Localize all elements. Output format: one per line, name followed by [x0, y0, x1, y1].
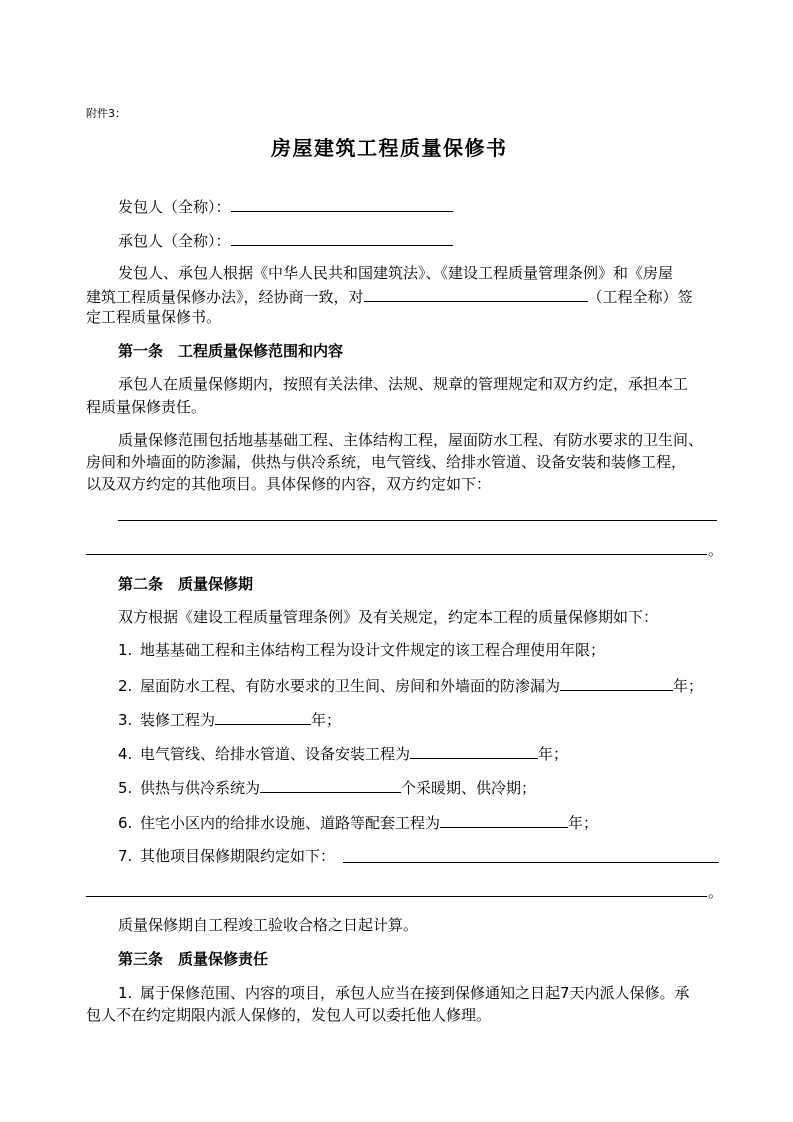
intro-line-3: 定工程质量保修书。	[86, 308, 222, 326]
article-3-heading: 第三条 质量保修责任	[118, 950, 269, 968]
article-1-fill-line-1[interactable]	[118, 520, 717, 521]
warranty-item-7	[118, 846, 335, 866]
item-text: 其他项目保修期限约定如下：	[140, 847, 336, 865]
article-3-p1-line-2: 包人不在约定期限内派人保修的，发包人可以委托他人修理。	[86, 1006, 492, 1024]
item-number: 7.	[118, 847, 133, 865]
item-suffix: 年；	[311, 711, 342, 729]
intro-line-2-pre: 建筑工程质量保修办法》，经协商一致，对	[86, 288, 364, 306]
article-2-other-blank[interactable]	[343, 862, 719, 863]
item-text: 属于保修范围、内容的项目，承包人应当在接到保修通知之日起7天内派人保修。承	[140, 984, 690, 1002]
item-text: 住宅小区内的给排水设施、道路等配套工程为	[140, 814, 441, 832]
item-text: 电气管线、给排水管道、设备安装工程为	[140, 745, 411, 763]
warranty-item-4	[118, 743, 568, 764]
years-blank[interactable]	[440, 812, 568, 828]
document-title: 房屋建筑工程质量保修书	[271, 136, 508, 160]
article-1-end-mark: 。	[708, 541, 724, 559]
article-1-p2-line-1: 质量保修范围包括地基基础工程、主体结构工程，屋面防水工程、有防水要求的卫生间、	[118, 431, 704, 449]
item-suffix: 年；	[568, 814, 599, 832]
party-a-line	[118, 196, 453, 217]
intro-line-1: 发包人、承包人根据《中华人民共和国建筑法》、《建设工程质量管理条例》和《房屋	[118, 264, 674, 282]
periods-blank[interactable]	[260, 777, 401, 793]
item-suffix: 年；	[538, 745, 569, 763]
party-a-label: 发包人（全称）：	[118, 198, 231, 216]
article-1-p1-line-2: 程质量保修责任。	[86, 398, 207, 416]
warranty-item-6	[118, 812, 598, 833]
intro-line-2	[86, 286, 693, 307]
item-number: 2.	[118, 677, 133, 695]
article-1-heading: 第一条 工程质量保修范围和内容	[118, 342, 344, 360]
item-text: 屋面防水工程、有防水要求的卫生间、房间和外墙面的防渗漏为	[140, 677, 561, 695]
article-2-end-mark: 。	[708, 883, 724, 901]
party-b-line	[118, 230, 453, 251]
warranty-item-3	[118, 709, 341, 730]
party-b-label: 承包人（全称）：	[118, 232, 231, 250]
article-1-fill-line-2[interactable]	[86, 554, 707, 555]
warranty-item-2	[118, 675, 703, 696]
item-text: 供热与供冷系统为	[140, 779, 261, 797]
intro-line-2-post: （工程全称）签	[587, 288, 693, 306]
item-number: 4.	[118, 745, 133, 763]
item-number: 3.	[118, 711, 133, 729]
item-number: 5.	[118, 779, 133, 797]
item-text: 地基基础工程和主体结构工程为设计文件规定的该工程合理使用年限；	[140, 641, 606, 659]
article-1-p2-line-3: 以及双方约定的其他项目。具体保修的内容，双方约定如下：	[86, 475, 492, 493]
item-suffix: 年；	[673, 677, 704, 695]
item-suffix: 个采暖期、供冷期；	[401, 779, 537, 797]
warranty-item-5	[118, 777, 536, 798]
article-2-fill-line[interactable]	[86, 896, 707, 897]
attachment-label: 附件3：	[86, 107, 126, 120]
years-blank[interactable]	[215, 709, 311, 725]
article-2-closing: 质量保修期自工程竣工验收合格之日起计算。	[118, 916, 419, 934]
item-number: 6.	[118, 814, 133, 832]
article-2-intro: 双方根据《建设工程质量管理条例》及有关规定，约定本工程的质量保修期如下：	[118, 608, 659, 626]
years-blank[interactable]	[560, 675, 673, 691]
article-1-p1-line-1: 承包人在质量保修期内，按照有关法律、法规、规章的管理规定和双方约定，承担本工	[118, 375, 689, 393]
article-3-p1-line-1	[118, 983, 690, 1003]
party-b-blank[interactable]	[231, 230, 453, 246]
party-a-blank[interactable]	[231, 196, 453, 212]
item-text: 装修工程为	[140, 711, 216, 729]
article-2-heading: 第二条 质量保修期	[118, 575, 254, 593]
warranty-item-1	[118, 640, 605, 660]
project-name-blank[interactable]	[364, 286, 588, 302]
years-blank[interactable]	[410, 743, 538, 759]
item-number: 1.	[118, 641, 133, 659]
item-number: 1.	[118, 984, 133, 1002]
article-1-p2-line-2: 房间和外墙面的防渗漏，供热与供冷系统，电气管线、给排水管道、设备安装和装修工程，	[86, 453, 687, 471]
